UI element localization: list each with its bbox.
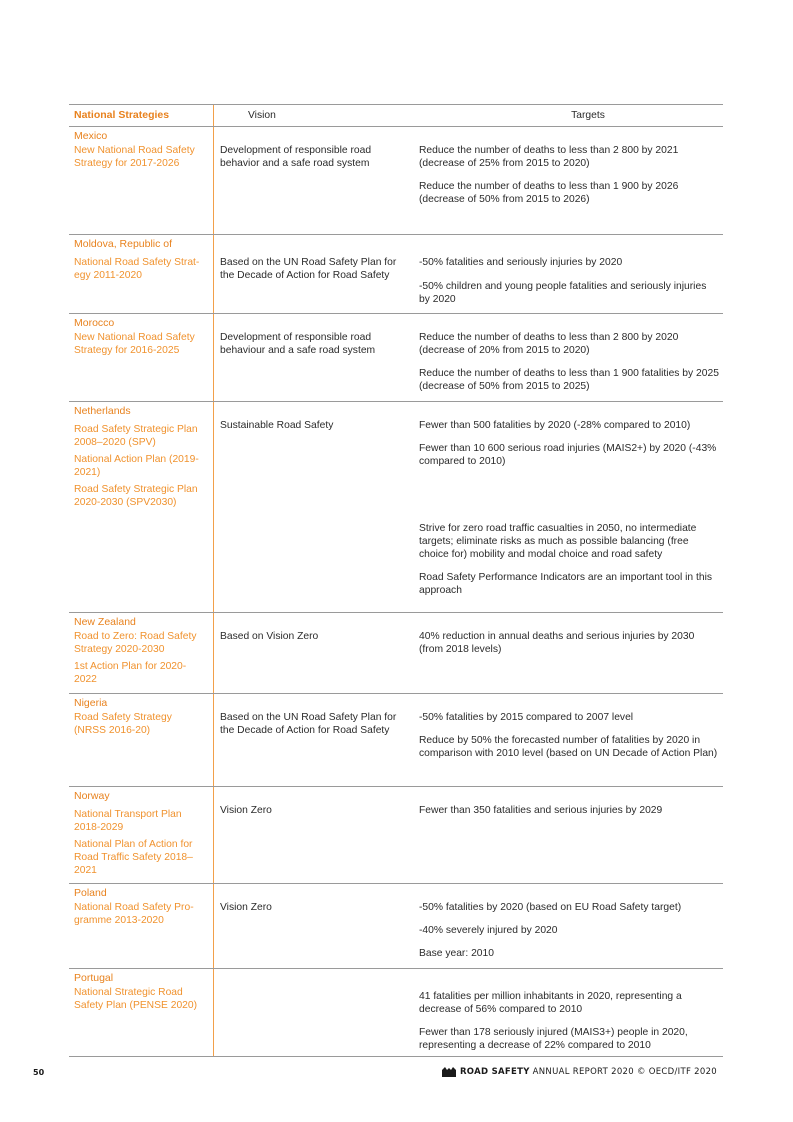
target-item: Reduce the number of deaths to less than 2 800 by 2021 (decrease of 25% from 2015 to 2020) <box>419 145 679 169</box>
targets-cell <box>413 419 723 612</box>
vision-cell: Sustainable Road Safety <box>220 420 334 431</box>
footer-title-rest: ANNUAL REPORT 2020 © OECD/ITF 2020 <box>532 1067 717 1077</box>
page-number: 50 <box>33 1068 45 1077</box>
vision-cell <box>214 986 413 1056</box>
strategy-name: Road Safety Strategy (NRSS 2016-20) <box>74 712 172 736</box>
header-vision: Vision <box>248 110 276 121</box>
strategy-name: National Road Safety Strat-egy 2011-2020 <box>74 257 200 281</box>
table-row <box>69 969 723 1057</box>
target-item: -50% fatalities by 2015 compared to 2007 level <box>419 712 634 723</box>
target-item: -50% fatalities and seriously injuries by 2020 <box>419 257 623 268</box>
table-row <box>69 613 723 694</box>
target-item: Fewer than 178 seriously injured (MAIS3+) people in 2020, representing a decrease of 22% compared to 2010 <box>419 1027 688 1051</box>
strategies-table <box>69 104 723 1057</box>
target-item: Reduce the number of deaths to less than 2 800 by 2020 (decrease of 20% from 2015 to 2020) <box>419 332 679 356</box>
targets-cell <box>413 804 723 883</box>
vision-cell: Based on the UN Road Safety Plan for the Decade of Action for Road Safety <box>220 257 397 281</box>
country-name: Netherlands <box>69 402 214 419</box>
strategy-name: National Transport Plan 2018-2029 <box>74 809 182 833</box>
country-name: Moldova, Republic of <box>69 235 214 252</box>
targets-cell <box>413 901 723 968</box>
targets-cell <box>413 252 723 313</box>
strategies-cell <box>69 711 214 786</box>
table-header <box>69 105 723 127</box>
country-name: Norway <box>69 787 214 804</box>
table-row <box>69 402 723 613</box>
target-item: Road Safety Performance Indicators are an important tool in this approach <box>419 572 713 596</box>
targets-cell <box>413 630 723 693</box>
target-item: Strive for zero road traffic casualties in 2050, no intermediate targets; eliminate risks as much as possible balancing (free choice for) mobility and modal choice and road safety <box>419 523 697 560</box>
strategy-name: National Action Plan (2019-2021) <box>74 454 199 478</box>
table-row <box>69 787 723 884</box>
vision-cell: Development of responsible road behaviour and a safe road system <box>220 332 376 356</box>
country-name: New Zealand <box>69 613 214 630</box>
targets-cell <box>413 711 723 786</box>
footer-title-bold: ROAD SAFETY <box>459 1067 530 1077</box>
header-national-strategies: National Strategies <box>69 105 214 126</box>
strategy-name: Road Safety Strategic Plan 2008–2020 (SPV) <box>74 424 198 448</box>
target-item: -50% fatalities by 2020 (based on EU Road Safety target) <box>419 902 682 913</box>
table-row <box>69 694 723 787</box>
strategy-name: 1st Action Plan for 2020-2022 <box>74 661 187 685</box>
target-item: Reduce by 50% the forecasted number of fatalities by 2020 in comparison with 2010 level (based on UN Decade of Action Plan) <box>419 735 718 759</box>
target-item: Fewer than 10 600 serious road injuries (MAIS2+) by 2020 (-43% compared to 2010) <box>419 443 717 467</box>
country-name: Nigeria <box>69 694 214 711</box>
strategy-name: National Plan of Action for Road Traffic Safety 2018–2021 <box>74 839 193 876</box>
strategies-cell <box>69 252 214 313</box>
strategies-cell <box>69 901 214 968</box>
country-name: Morocco <box>69 314 214 331</box>
target-item: Base year: 2010 <box>419 948 494 959</box>
target-item: Reduce the number of deaths to less than 1 900 by 2026 (decrease of 50% from 2015 to 2026) <box>419 181 679 205</box>
strategy-name: Road to Zero: Road Safety Strategy 2020-2030 <box>74 631 197 655</box>
strategy-name: New National Road Safety Strategy for 2017-2026 <box>74 145 195 169</box>
target-item: 40% reduction in annual deaths and serious injuries by 2030 (from 2018 levels) <box>419 631 695 655</box>
target-item: 41 fatalities per million inhabitants in 2020, representing a decrease of 56% compared to 2010 <box>419 991 682 1015</box>
strategy-name: National Road Safety Pro-gramme 2013-2020 <box>74 902 194 926</box>
header-targets: Targets <box>571 110 605 121</box>
strategy-name: National Strategic Road Safety Plan (PENSE 2020) <box>74 987 198 1011</box>
table-row <box>69 314 723 402</box>
target-item: Reduce the number of deaths to less than 1 900 fatalities by 2025 (decrease of 50% from 2015 to 2025) <box>419 368 719 392</box>
strategy-name: New National Road Safety Strategy for 2016-2025 <box>74 332 195 356</box>
country-name: Mexico <box>69 127 214 144</box>
vision-cell: Based on Vision Zero <box>220 631 319 642</box>
vision-cell: Based on the UN Road Safety Plan for the Decade of Action for Road Safety <box>220 712 397 736</box>
strategies-cell <box>69 986 214 1056</box>
vision-cell: Vision Zero <box>220 805 272 816</box>
country-name: Poland <box>69 884 214 901</box>
strategies-cell <box>69 331 214 401</box>
itf-logo-icon <box>442 1067 456 1077</box>
table-row <box>69 127 723 235</box>
strategies-cell <box>69 630 214 693</box>
targets-cell <box>413 331 723 401</box>
strategies-cell <box>69 419 214 612</box>
vision-cell: Vision Zero <box>220 902 272 913</box>
strategies-cell <box>69 144 214 234</box>
target-item: -50% children and young people fatalities and seriously injuries by 2020 <box>419 281 707 305</box>
strategies-cell <box>69 804 214 883</box>
target-item: Fewer than 500 fatalities by 2020 (-28% compared to 2010) <box>419 420 691 431</box>
strategy-name: Road Safety Strategic Plan 2020-2030 (SPV2030) <box>74 484 198 508</box>
vision-cell: Development of responsible road behavior and a safe road system <box>220 145 372 169</box>
report-footer <box>442 1067 717 1077</box>
targets-cell <box>413 986 723 1056</box>
target-item: -40% severely injured by 2020 <box>419 925 558 936</box>
targets-cell <box>413 144 723 234</box>
country-name: Portugal <box>69 969 214 986</box>
table-row <box>69 884 723 969</box>
target-item: Fewer than 350 fatalities and serious injuries by 2029 <box>419 805 663 816</box>
table-row <box>69 235 723 314</box>
